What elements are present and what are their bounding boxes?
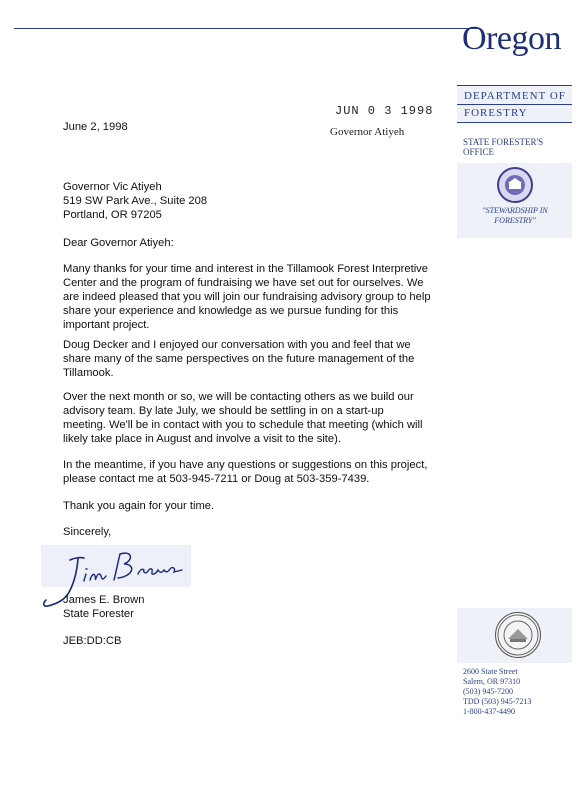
letter-date: June 2, 1998 (63, 121, 128, 133)
body-line: Tillamook. (63, 367, 114, 379)
received-stamp-name: Governor Atiyeh (330, 126, 405, 138)
signer-title: State Forester (63, 608, 134, 620)
body-line: Many thanks for your time and interest in the Tillamook Forest Interpretive (63, 263, 428, 275)
address-line: 2600 State Street (463, 667, 518, 676)
address-line: (503) 945-7200 (463, 687, 513, 696)
body-line: advisory team. By late July, we should be settling in on a start-up (63, 405, 384, 417)
received-stamp-date: JUN 0 3 1998 (335, 104, 434, 118)
body-paragraph (63, 390, 475, 446)
motto-line1: "STEWARDSHIP IN (482, 206, 548, 215)
body-line: Doug Decker and I enjoyed our conversation with you and feel that we (63, 339, 411, 351)
signer-name: James E. Brown (63, 594, 145, 606)
body-line: share your experience and knowledge as we pursue funding for this (63, 305, 399, 317)
body-line: In the meantime, if you have any questions or suggestions on this project, (63, 459, 428, 471)
office-line2: OFFICE (463, 147, 495, 157)
body-line: please contact me at 503-945-7211 or Doug at 503-359-7439. (63, 473, 370, 485)
recipient-line: Portland, OR 97205 (63, 209, 162, 221)
body-paragraph (63, 458, 475, 486)
reference-initials: JEB:DD:CB (63, 635, 122, 647)
body-line: Center and the program of fundraising we have set out for ourselves. We (63, 277, 424, 289)
body-line: likely take place in August and involve a visit to the site). (63, 433, 341, 445)
department-line1: DEPARTMENT OF (464, 90, 566, 102)
motto-line2: FORESTRY" (494, 216, 536, 225)
address-line: 1-800-437-4490 (463, 707, 515, 716)
body-paragraph (63, 499, 475, 513)
body-paragraph (63, 338, 475, 380)
body-line: share many of the same perspectives on the future management of the (63, 353, 415, 365)
recipient-line: Governor Vic Atiyeh (63, 181, 162, 193)
body-line: are indeed pleased that you will join our fundraising advisory group to help (63, 291, 431, 303)
oregon-logo: Oregon (462, 20, 561, 57)
body-line: important project. (63, 319, 150, 331)
body-line: Over the next month or so, we will be contacting others as we build our (63, 391, 414, 403)
department-line2: FORESTRY (464, 107, 528, 119)
letterhead-rule (14, 28, 478, 29)
salutation: Dear Governor Atiyeh: (63, 237, 174, 249)
office-line1: STATE FORESTER'S (463, 137, 544, 147)
body-line: Thank you again for your time. (63, 500, 215, 512)
address-line: TDD (503) 945-7213 (463, 697, 532, 706)
forestry-seal-icon (497, 167, 533, 203)
sidebar-rule (457, 122, 572, 123)
address-line: Salem, OR 97310 (463, 677, 521, 686)
body-paragraph (63, 262, 475, 332)
state-seal-icon (495, 612, 541, 658)
sidebar-rule (457, 104, 572, 105)
body-line: meeting. We'll be in contact with you to schedule that meeting (which will (63, 419, 423, 431)
closing: Sincerely, (63, 526, 112, 538)
recipient-line: 519 SW Park Ave., Suite 208 (63, 195, 208, 207)
